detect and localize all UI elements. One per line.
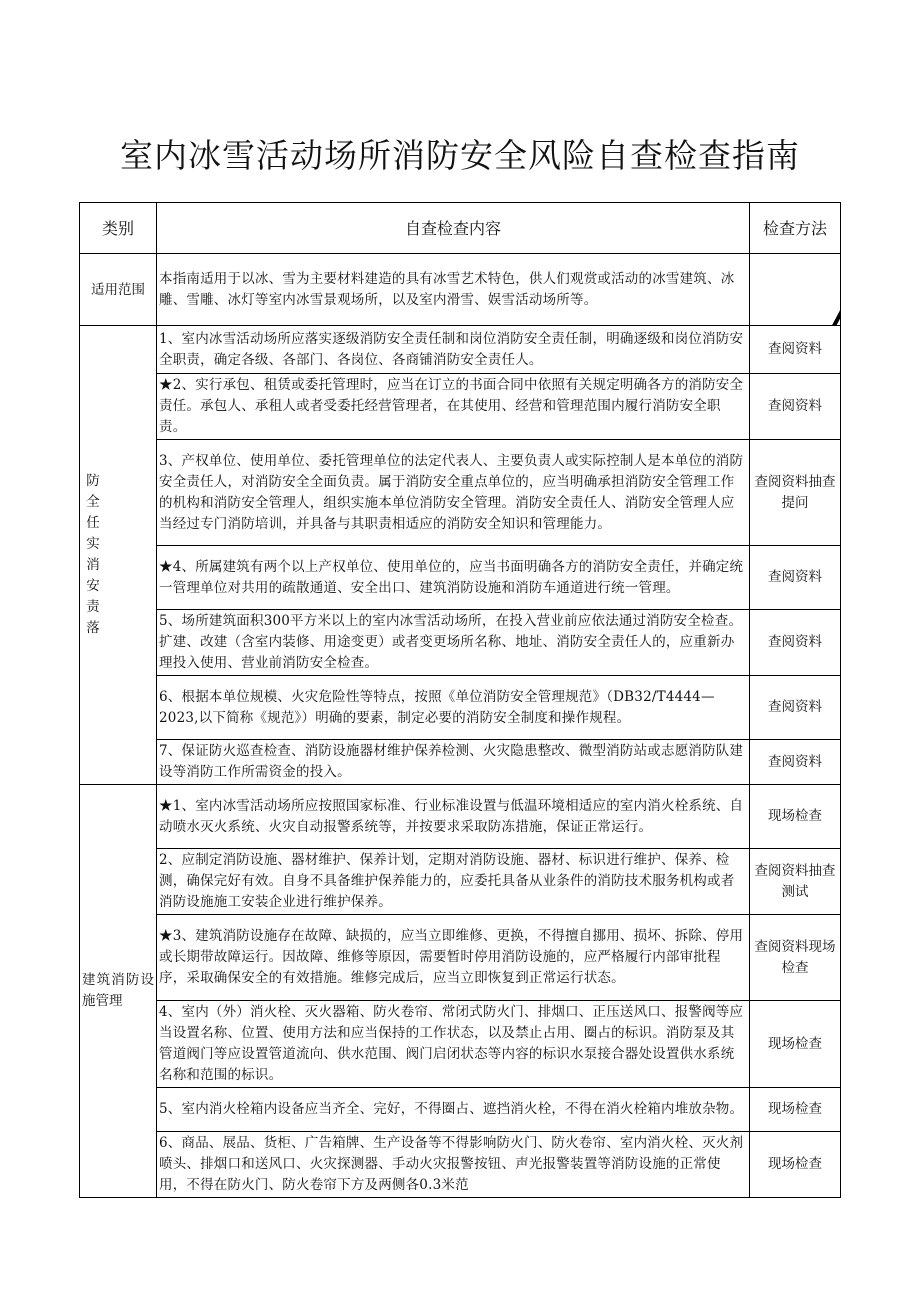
scope-content: 本指南适用于以冰、雪为主要材料建造的具有冰雪艺术特色，供人们观赏或活动的冰雪建筑、冰雕、雪雕、冰灯等室内冰雪景观场所，以及室内滑雪、娱雪活动场所等。 [157,254,750,326]
row-content: 6、商品、展品、货柜、广告箱牌、生产设备等不得影响防火门、防火卷帘、室内消火栓、灭火剂喷头、排烟口和送风口、火灾探测器、手动火灾报警按钮、声光报警装置等消防设施的正常使用，不得在防火门、防火卷帘下方及两侧各0.3米范 [157,1132,750,1198]
scope-category [80,254,157,326]
section2-category-label: 建筑消防设施管理 [82,972,154,1009]
row-content: 6、根据本单位规模、火灾危险性等特点，按照《单位消防安全管理规范》（DB32/T4444—2023,以下简称《规范》）明确的要素，制定必要的消防安全制度和操作规程。 [157,676,750,740]
row-content: 4、室内（外）消火栓、灭火器箱、防火卷帘、常闭式防火门、排烟口、正压送风口、报警阀等应当设置名称、位置、使用方法和应当保持的工作状态，以及禁止占用、圈占的标识。消防泵及其管道阀门等应设置管道流向、供水范围、阀门启闭状态等内容的标识水泵接合器处设置供水系统名称和范围的标识。 [157,1001,750,1088]
row-content: 5、场所建筑面积300平方米以上的室内冰雪活动场所，在投入营业前应依法通过消防安全检查。扩建、改建（含室内装修、用途变更）或者变更场所名称、地址、消防安全责任人的，应重新办理投入使用、营业前消防安全检查。 [157,610,750,676]
table-row [80,676,841,740]
header-method: 检查方法 [750,203,841,254]
header-row [80,203,841,254]
header-category: 类别 [80,203,157,254]
page-title: 室内冰雪活动场所消防安全风险自查检查指南 [120,136,800,175]
row-method: 查阅资料 [750,546,841,610]
diagonal-slash-mark [831,286,840,326]
row-method: 查阅资料抽查测试 [750,849,841,915]
row-method: 查阅资料 [750,676,841,740]
row-content: 3、产权单位、使用单位、委托管理单位的法定代表人、主要负责人或实际控制人是本单位的消防安全责任人，对消防安全全面负责。属于消防安全重点单位的，应当明确承担消防安全管理工作的机构和消防安全管理人，组织实施本单位消防安全管理。消防安全责任人、消防安全管理人应当经过专门消防培训，并具备与其职责相适应的消防安全知识和管理能力。 [157,440,750,546]
row-method: 查阅资料 [750,610,841,676]
scope-category-label: 适用范围 [91,281,145,298]
row-content: 7、保证防火巡查检查、消防设施器材维护保养检测、火灾隐患整改、微型消防站或志愿消防队建设等消防工作所需资金的投入。 [157,740,750,785]
row-method: 查阅资料 [750,374,841,440]
scope-method-empty [750,254,841,326]
row-method: 现场检查 [750,1132,841,1198]
header-content: 自查检查内容 [157,203,750,254]
row-method: 现场检查 [750,785,841,849]
table-row [80,326,841,374]
row-content: ★3、建筑消防设施存在故障、缺损的，应当立即维修、更换，不得擅自挪用、损坏、拆除、停用或长期带故障运行。因故障、维修等原因，需要暂时停用消防设施的，应严格履行内部审批程序，采取确保安全的有效措施。维修完成后，应当立即恢复到正常运行状态。 [157,915,750,1001]
row-content: ★1、室内冰雪活动场所应按照国家标准、行业标准设置与低温环境相适应的室内消火栓系统、自动喷水灭火系统、火灾自动报警系统等，并按要求采取防冻措施，保证正常运行。 [157,785,750,849]
row-content: 5、室内消火栓箱内设备应当齐全、完好，不得圈占、遮挡消火栓，不得在消火栓箱内堆放杂物。 [157,1088,750,1132]
row-content: ★4、所属建筑有两个以上产权单位、使用单位的，应当书面明确各方的消防安全责任，并确定统一管理单位对共用的疏散通道、安全出口、建筑消防设施和消防车通道进行统一管理。 [157,546,750,610]
row-method: 查阅资料 [750,740,841,785]
row-content: ★2、实行承包、租赁或委托管理时，应当在订立的书面合同中依照有关规定明确各方的消防安全责任。承包人、承租人或者受委托经营管理者，在其使用、经营和管理范围内履行消防安全职责。 [157,374,750,440]
table-row [80,1132,841,1198]
section2-category [80,785,157,1198]
row-method: 查阅资料现场检查 [750,915,841,1001]
row-method: 查阅资料抽查提问 [750,440,841,546]
table-row [80,610,841,676]
table-row [80,785,841,849]
row-content: 1、室内冰雪活动场所应落实逐级消防安全责任制和岗位消防安全责任制，明确逐级和岗位消防安全职责，确定各级、各部门、各岗位、各商铺消防安全责任人。 [157,326,750,374]
table-row [80,1001,841,1088]
row-method: 现场检查 [750,1088,841,1132]
table-row [80,915,841,1001]
table-row [80,1088,841,1132]
row-content: 2、应制定消防设施、器材维护、保养计划，定期对消防设施、器材、标识进行维护、保养、检测，确保完好有效。自身不具备维护保养能力的，应委托具备从业条件的消防技术服务机构或者消防设施施工安装企业进行维护保养。 [157,849,750,915]
row-method: 现场检查 [750,1001,841,1088]
table-row [80,546,841,610]
table-row [80,849,841,915]
table-row [80,440,841,546]
table-row [80,374,841,440]
section1-category [80,326,157,785]
row-method: 查阅资料 [750,326,841,374]
checklist-table [79,202,841,1198]
section1-category-label: 防全任实消安责落 [86,473,100,636]
table-row [80,740,841,785]
scope-row [80,254,841,326]
